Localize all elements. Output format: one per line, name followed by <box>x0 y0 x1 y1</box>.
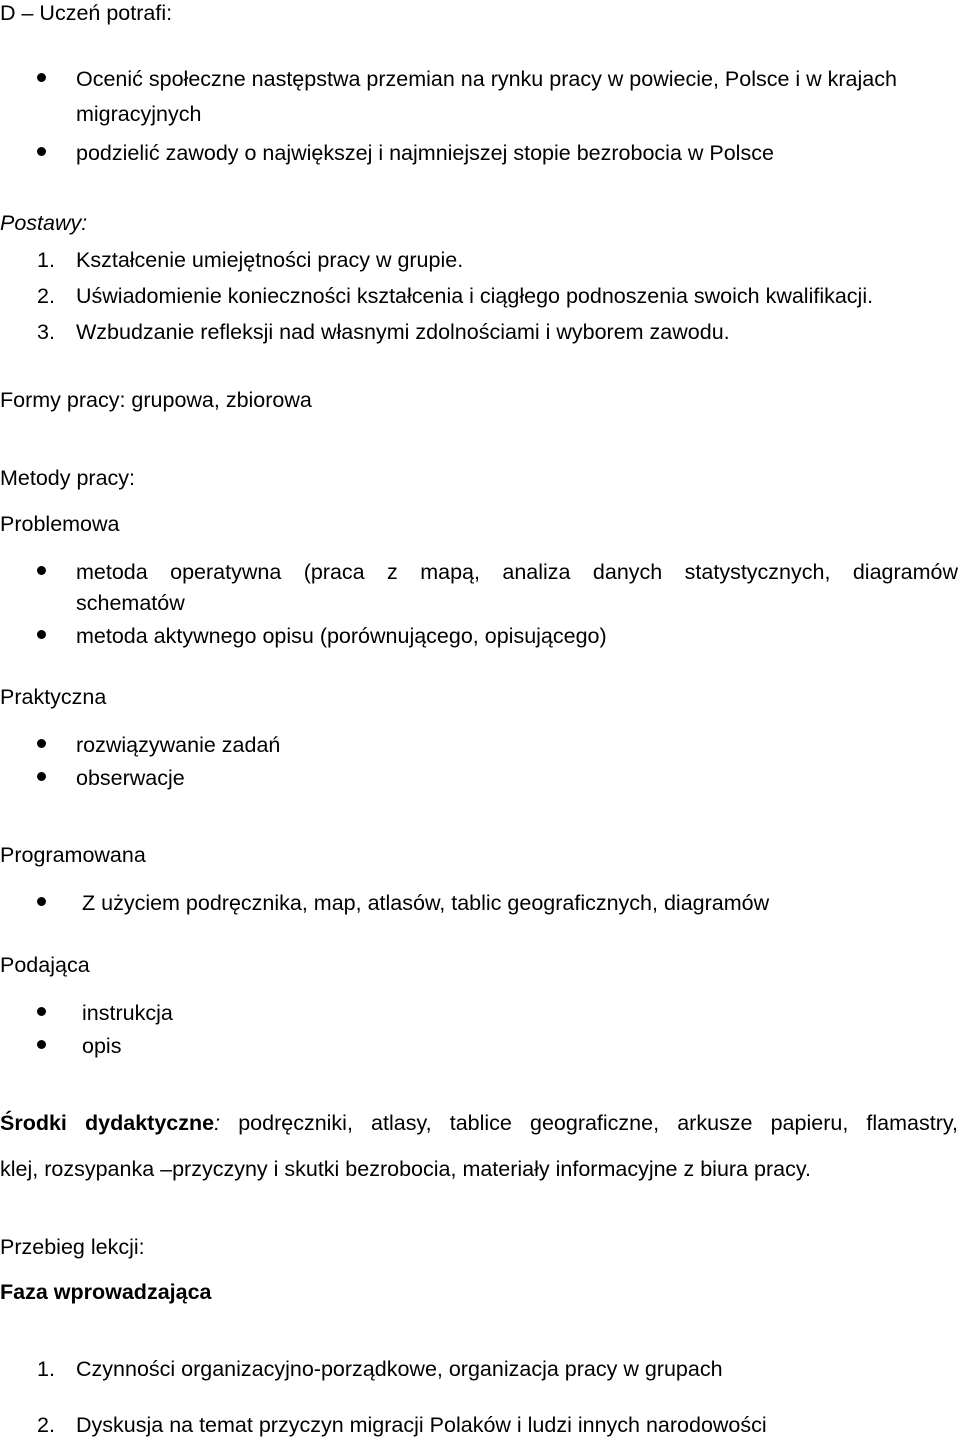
srodki-label: Środki dydaktyczne <box>0 1111 215 1135</box>
bullet-icon <box>37 73 46 82</box>
formy-pracy-label: Formy pracy: <box>0 388 132 412</box>
list-item: Czynności organizacyjno-porządkowe, organizacja pracy w grupach <box>76 1357 723 1381</box>
list-item: instrukcja <box>82 1001 173 1025</box>
bullet-icon <box>37 772 46 781</box>
list-item: Dyskusja na temat przyczyn migracji Polaków i ludzi innych narodowości <box>76 1413 767 1437</box>
list-item: metoda operatywna (praca z mapą, analiza danych statystycznych, diagramów <box>76 560 958 584</box>
list-item-continuation: migracyjnych <box>76 102 202 126</box>
formy-pracy <box>0 387 312 413</box>
list-number: 1. <box>37 248 55 272</box>
list-item: Z użyciem podręcznika, map, atlasów, tablic geograficznych, diagramów <box>82 891 770 915</box>
list-item: Kształcenie umiejętności pracy w grupie. <box>76 248 464 272</box>
list-item: Uświadomienie konieczności kształcenia i ciągłego podnoszenia swoich kwalifikacji. <box>76 284 874 308</box>
list-item: metoda aktywnego opisu (porównującego, opisującego) <box>76 624 607 648</box>
bullet-icon <box>37 897 46 906</box>
przebieg-heading: Przebieg lekcji: <box>0 1235 145 1259</box>
list-item-continuation: schematów <box>76 591 185 615</box>
postawy-heading: Postawy: <box>0 211 88 235</box>
bullet-icon <box>37 147 46 156</box>
list-item: Ocenić społeczne następstwa przemian na rynku pracy w powiecie, Polsce i w krajach <box>76 67 897 91</box>
bullet-icon <box>37 1040 46 1049</box>
praktyczna-heading: Praktyczna <box>0 685 107 709</box>
bullet-icon <box>37 566 46 575</box>
list-number: 3. <box>37 320 55 344</box>
list-number: 2. <box>37 1413 55 1437</box>
srodki-text: podręczniki, atlasy, tablice geograficzne, arkusze papieru, flamastry, <box>238 1111 959 1135</box>
list-item: podzielić zawody o największej i najmniejszej stopie bezrobocia w Polsce <box>76 141 774 165</box>
list-item: Wzbudzanie refleksji nad własnymi zdolnościami i wyborem zawodu. <box>76 320 730 344</box>
formy-pracy-value: grupowa, zbiorowa <box>131 388 312 412</box>
bullet-icon <box>37 1007 46 1016</box>
srodki-colon: : <box>214 1111 239 1135</box>
bullet-icon <box>37 630 46 639</box>
metody-heading: Metody pracy: <box>0 466 136 490</box>
list-number: 1. <box>37 1357 55 1381</box>
podajaca-heading: Podająca <box>0 953 90 977</box>
srodki-line-1 <box>0 1110 958 1136</box>
srodki-line-2: klej, rozsypanka –przyczyny i skutki bezrobocia, materiały informacyjne z biura pracy. <box>0 1157 811 1181</box>
bullet-icon <box>37 739 46 748</box>
list-item: opis <box>82 1034 122 1058</box>
faza-heading: Faza wprowadzająca <box>0 1280 212 1304</box>
list-item: rozwiązywanie zadań <box>76 733 281 757</box>
section-d-heading: D – Uczeń potrafi: <box>0 1 173 25</box>
programowana-heading: Programowana <box>0 843 146 867</box>
list-number: 2. <box>37 284 55 308</box>
list-item: obserwacje <box>76 766 185 790</box>
problemowa-heading: Problemowa <box>0 512 120 536</box>
